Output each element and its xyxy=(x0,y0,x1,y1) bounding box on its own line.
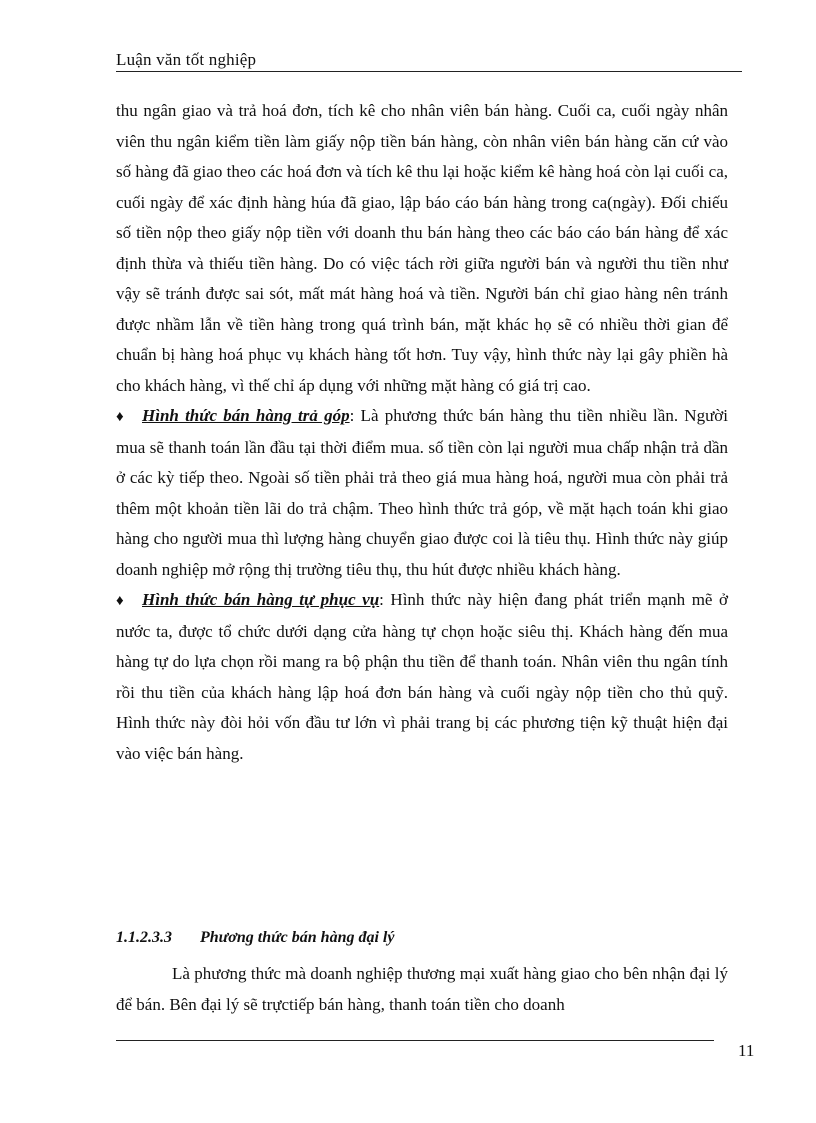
bullet-title: Hình thức bán hàng trả góp xyxy=(142,406,350,425)
header-rule xyxy=(116,71,742,72)
section-number: 1.1.2.3.3 xyxy=(116,929,172,946)
paragraph: thu ngân giao và trả hoá đơn, tích kê cho nhân viên bán hàng. Cuối ca, cuối ngày nhân viên thu ngân kiểm tiền làm giấy nộp tiền bán hàng, còn nhân viên bán hàng căn cứ vào số hàng đã giao theo các hoá đơn và tích kê thu lại hoặc kiểm kê hàng hoá còn lại cuối ca, cuối ngày để xác định hàng húa đã giao, lập báo cáo bán hàng trong ca(ngày). Đối chiếu số tiền nộp theo giấy nộp tiền với doanh thu bán hàng theo các báo cáo bán hàng để xác định thừa và thiếu tiền hàng. Do có việc tách rời giữa người bán và người thu tiền như vậy sẽ tránh được sai sót, mất mát hàng hoá và tiền. Người bán chỉ giao hàng nên tránh được nhầm lẫn về tiền hàng trong quá trình bán, mặt khác họ sẽ có nhiều thời gian để chuẩn bị hàng hoá phục vụ khách hàng tốt hơn. Tuy vậy, hình thức này lại gây phiền hà cho khách hàng, vì thế chỉ áp dụng với những mặt hàng có giá trị cao. xyxy=(116,101,728,395)
diamond-bullet-icon: ♦ xyxy=(116,409,124,425)
diamond-bullet-icon: ♦ xyxy=(116,593,124,609)
section-heading xyxy=(116,929,728,947)
body-text xyxy=(116,96,728,769)
bullet-text: : Hình thức này hiện đang phát triển mạnh mẽ ở nước ta, được tổ chức dưới dạng cửa hàng tự chọn hoặc siêu thị. Khách hàng đến mua hàng tự do lựa chọn rồi mang ra bộ phận thu tiền để thanh toán. Nhân viên thu ngân tính rồi thu tiền của khách hàng lập hoá đơn bán hàng và cuối ngày nộp tiền cho thủ quỹ. Hình thức này đòi hỏi vốn đầu tư lớn vì phải trang bị các phương tiện kỹ thuật hiện đại vào việc bán hàng. xyxy=(116,590,728,763)
paragraph: Là phương thức mà doanh nghiệp thương mại xuất hàng giao cho bên nhận đại lý để bán. Bên đại lý sẽ trựctiếp bán hàng, thanh toán tiền cho doanh xyxy=(116,964,728,1014)
page-number: 11 xyxy=(738,1041,755,1060)
bullet-title: Hình thức bán hàng tự phục vụ xyxy=(142,590,380,609)
running-header: Luận văn tốt nghiệp xyxy=(116,50,257,69)
section-title: Phương thức bán hàng đại lý xyxy=(200,929,395,946)
footer-rule xyxy=(116,1040,714,1041)
bullet-item-installment xyxy=(116,401,728,585)
bullet-item-self-service xyxy=(116,585,728,769)
section-body xyxy=(116,958,728,1020)
bullet-text: : Là phương thức bán hàng thu tiền nhiều lần. Người mua sẽ thanh toán lần đầu tại thời điểm mua. số tiền còn lại người mua chấp nhận trả dần ở các kỳ tiếp theo. Ngoài số tiền phải trả theo giá mua hàng hoá, người mua còn phải trả thêm một khoản tiền lãi do trả chậm. Theo hình thức trả góp, về mặt hạch toán khi giao hàng cho người mua thì lượng hàng chuyển giao được coi là tiêu thụ. Hình thức này giúp doanh nghiệp mở rộng thị trường tiêu thụ, thu hút được nhiều khách hàng. xyxy=(116,406,729,579)
